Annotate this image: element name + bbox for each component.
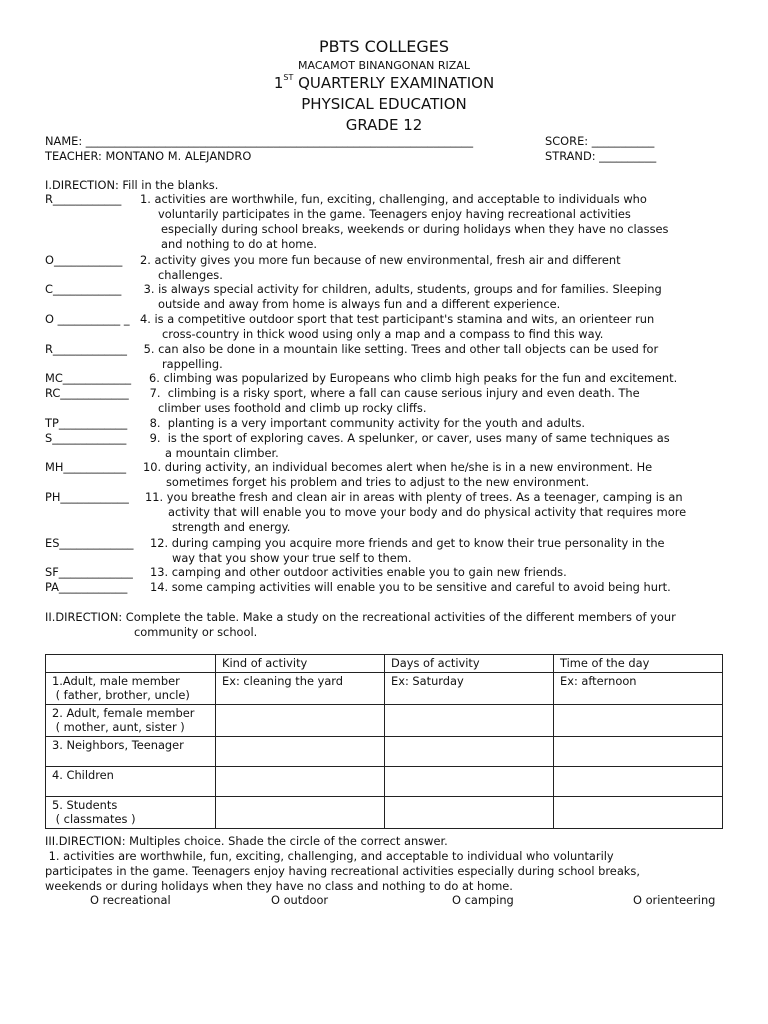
part2-direction-cont: community or school. [134, 625, 258, 639]
member-label: 5. Students [52, 797, 118, 812]
table-cell[interactable] [385, 736, 554, 766]
member-cell [46, 766, 216, 796]
exam-number-suffix: ST [283, 73, 294, 82]
blank-item [45, 490, 129, 505]
item-text-cont: challenges. [158, 267, 223, 282]
answer-blank[interactable]: R____________ [45, 192, 122, 206]
answer-blank[interactable]: SF_____________ [45, 565, 133, 579]
table-header: Days of activity [385, 655, 554, 673]
school-name: PBTS COLLEGES [318, 37, 449, 56]
item-text: 14. some camping activities will enable you to be sensitive and careful to avoid being hurt. [150, 580, 671, 594]
option-camping[interactable]: O camping [452, 893, 514, 907]
item-text: 2. activity gives you more fun because of new environmental, fresh air and different [140, 253, 621, 267]
part2-direction: II.DIRECTION: Complete the table. Make a study on the recreational activities of the different members of your [45, 610, 676, 624]
member-cell [46, 704, 216, 736]
item-text: 3. is always special activity for children, adults, students, groups and for families. Sleeping [140, 282, 662, 296]
table-cell[interactable] [554, 736, 723, 766]
item-text-cont: cross-country in thick wood using only a map and a compass to find this way. [162, 326, 604, 341]
recreation-table [45, 654, 723, 829]
table-header [46, 655, 216, 673]
item-text: 7. climbing is a risky sport, where a fall can cause serious injury and even death. The [146, 386, 640, 400]
item-text-cont: a mountain climber. [165, 445, 279, 460]
answer-blank[interactable]: C____________ [45, 282, 122, 296]
item-text: 10. during activity, an individual becomes alert when he/she is in a new environment. He [143, 460, 653, 474]
item-text-cont: strength and energy. [172, 519, 291, 534]
table-header-row [46, 655, 723, 673]
exam-title [0, 74, 768, 92]
teacher-line: TEACHER: MONTANO M. ALEJANDRO [45, 149, 252, 163]
table-cell[interactable]: Ex: cleaning the yard [216, 672, 385, 704]
blank-item [45, 192, 121, 207]
item-text-cont: and nothing to do at home. [161, 236, 318, 251]
item-text: 1. activities are worthwhile, fun, exciting, challenging, and acceptable to individuals who [140, 192, 647, 206]
option-recreational[interactable]: O recreational [90, 893, 171, 907]
member-label: 2. Adult, female member [52, 705, 195, 720]
part3-direction: III.DIRECTION: Multiples choice. Shade the circle of the correct answer. [45, 834, 448, 848]
member-label: 3. Neighbors, Teenager [52, 737, 184, 752]
table-row [46, 672, 723, 704]
item-text: 12. during camping you acquire more friends and get to know their true personality in the [150, 536, 665, 550]
member-cell [46, 736, 216, 766]
item-text-cont: especially during school breaks, weekends or during holidays when they have no classes [161, 221, 669, 236]
table-cell[interactable]: Ex: Saturday [385, 672, 554, 704]
item-text: 9. is the sport of exploring caves. A spelunker, or caver, uses many of same techniques as [146, 431, 670, 445]
item-text-cont: way that you show your true self to them. [172, 550, 412, 565]
table-row [46, 736, 723, 766]
question-line: participates in the game. Teenagers enjoy having recreational activities especially during school breaks, [45, 864, 640, 878]
item-text-cont: voluntarily participates in the game. Teenagers enjoy having recreational activities [158, 206, 631, 221]
answer-blank[interactable]: MC____________ [45, 371, 132, 385]
option-outdoor[interactable]: O outdoor [271, 893, 329, 907]
item-text-cont: outside and away from home is always fun and a different experience. [158, 296, 561, 311]
table-cell[interactable]: Ex: afternoon [554, 672, 723, 704]
answer-blank[interactable]: ES_____________ [45, 536, 134, 550]
answer-blank[interactable]: TP____________ [45, 416, 128, 430]
name-field[interactable]: NAME: ____________________________________________________________________ [45, 134, 474, 148]
table-cell[interactable] [554, 704, 723, 736]
exam-title-text: QUARTERLY EXAMINATION [293, 74, 495, 92]
answer-blank[interactable]: O____________ [45, 253, 123, 267]
table-cell[interactable] [216, 796, 385, 828]
table-cell[interactable] [385, 704, 554, 736]
part1-direction: I.DIRECTION: Fill in the blanks. [45, 178, 219, 192]
question-line: weekends or during holidays when they have no class and nothing to do at home. [45, 879, 513, 893]
member-sub-label: ( father, brother, uncle) [52, 688, 190, 702]
blank-item [45, 312, 130, 327]
table-cell[interactable] [554, 796, 723, 828]
answer-blank[interactable]: R_____________ [45, 342, 127, 356]
question-line: 1. activities are worthwhile, fun, exciting, challenging, and acceptable to individual who voluntarily [45, 849, 614, 863]
member-cell [46, 796, 216, 828]
answer-blank[interactable]: PA____________ [45, 580, 128, 594]
item-text: 4. is a competitive outdoor sport that test participant's stamina and wits, an orienteer run [140, 312, 655, 326]
blank-item [45, 431, 126, 446]
answer-blank[interactable]: S_____________ [45, 431, 127, 445]
member-sub-label: ( mother, aunt, sister ) [52, 720, 185, 734]
exam-number: 1 [273, 74, 284, 92]
blank-item [45, 580, 127, 595]
item-text: 5. can also be done in a mountain like setting. Trees and other tall objects can be used for [140, 342, 659, 356]
table-cell[interactable] [216, 766, 385, 796]
member-sub-label: ( classmates ) [52, 812, 136, 826]
item-text-cont: rappelling. [162, 356, 223, 371]
option-orienteering[interactable]: O orienteering [633, 893, 716, 907]
school-address: MACAMOT BINANGONAN RIZAL [298, 59, 470, 72]
blank-item [45, 342, 127, 357]
table-row [46, 796, 723, 828]
subject-title: PHYSICAL EDUCATION [301, 95, 467, 113]
table-cell[interactable] [554, 766, 723, 796]
table-row [46, 766, 723, 796]
member-label: 4. Children [52, 767, 114, 782]
item-text: 13. camping and other outdoor activities enable you to gain new friends. [150, 565, 567, 579]
answer-blank[interactable]: O ___________ _ [45, 312, 130, 326]
item-text: 11. you breathe fresh and clean air in areas with plenty of trees. As a teenager, camping is an [145, 490, 683, 504]
table-cell[interactable] [385, 796, 554, 828]
member-cell [46, 672, 216, 704]
member-label: 1.Adult, male member [52, 673, 180, 688]
blank-item [45, 565, 133, 580]
item-text: 6. climbing was popularized by Europeans who climb high peaks for the fun and excitement. [149, 371, 678, 385]
table-cell[interactable] [385, 766, 554, 796]
item-text: 8. planting is a very important community activity for the youth and adults. [146, 416, 585, 430]
table-cell[interactable] [216, 736, 385, 766]
blank-item [45, 416, 127, 431]
score-field[interactable]: SCORE: ___________ [545, 134, 655, 148]
blank-item [45, 386, 129, 401]
blank-item [45, 253, 122, 268]
answer-blank[interactable]: MH___________ [45, 460, 127, 474]
blank-item [45, 371, 131, 386]
table-cell[interactable] [216, 704, 385, 736]
blank-item [45, 536, 133, 551]
blank-item [45, 460, 126, 475]
grade-title: GRADE 12 [345, 116, 423, 134]
table-header: Time of the day [554, 655, 723, 673]
item-text-cont: sometimes forget his problem and tries to adjust to the new environment. [166, 474, 590, 489]
strand-field[interactable]: STRAND: __________ [545, 149, 657, 163]
item-text-cont: climber uses foothold and climb up rocky cliffs. [158, 400, 427, 415]
item-text-cont: activity that will enable you to move your body and do physical activity that requires more [168, 504, 687, 519]
table-header: Kind of activity [216, 655, 385, 673]
table-row [46, 704, 723, 736]
answer-blank[interactable]: PH____________ [45, 490, 129, 504]
blank-item [45, 282, 121, 297]
answer-blank[interactable]: RC____________ [45, 386, 129, 400]
